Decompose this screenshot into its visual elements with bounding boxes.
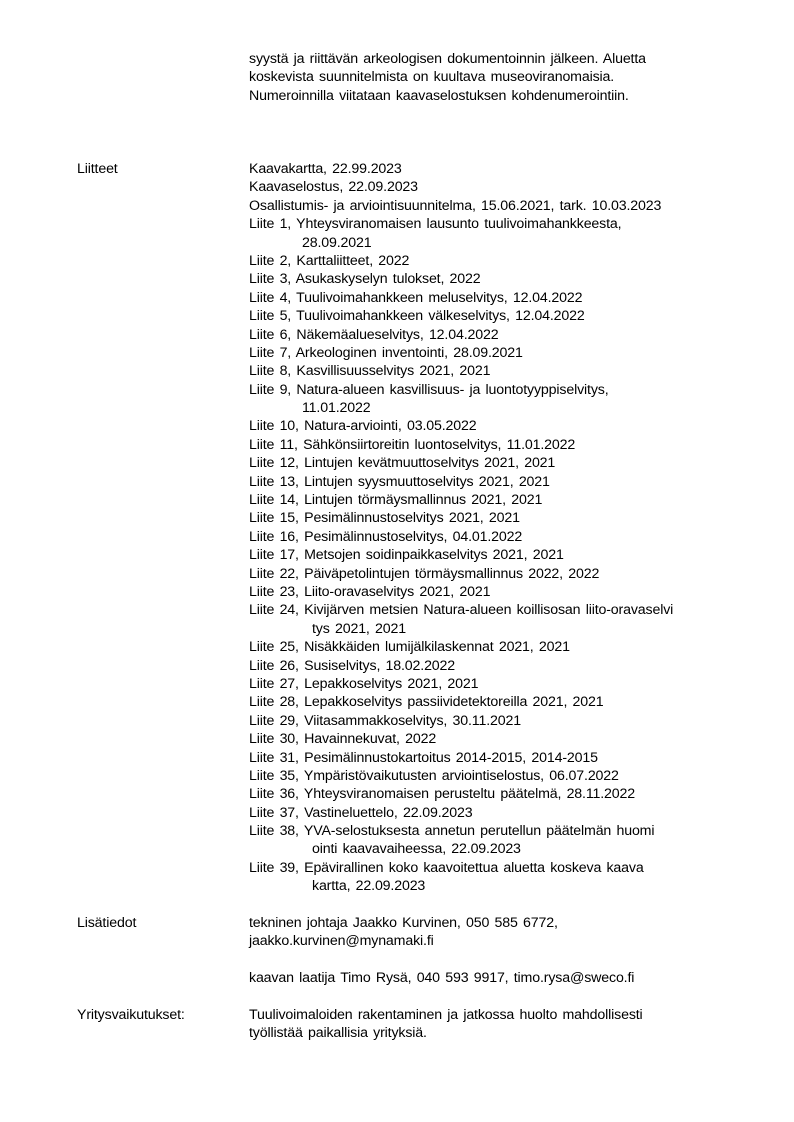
attachment-item: Liite 36, Yhteysviranomaisen perusteltu päätelmä, 28.11.2022 [249, 786, 636, 803]
attachment-item: Liite 4, Tuulivoimahankkeen meluselvitys, 12.04.2022 [249, 289, 583, 306]
attachment-item: Liite 38, YVA-selostuksesta annetun perutellun päätelmän huomi [249, 823, 655, 840]
attachment-item-continuation: kartta, 22.09.2023 [312, 878, 426, 895]
business-impacts-line: työllistää paikallisia yrityksiä. [249, 1025, 427, 1042]
attachment-item: Liite 16, Pesimälinnustoselvitys, 04.01.2022 [249, 528, 523, 545]
business-impacts [249, 1006, 643, 1043]
attachment-item: Liite 27, Lepakkoselvitys 2021, 2021 [249, 675, 479, 692]
attachment-item: Kaavaselostus, 22.09.2023 [249, 179, 418, 196]
attachment-item: Kaavakartta, 22.99.2023 [249, 161, 402, 177]
intro-line: koskevista suunnitelmista on kuultava museoviranomaisia. [249, 69, 615, 86]
attachment-item: Liite 35, Ympäristövaikutusten arviointiselostus, 06.07.2022 [249, 767, 619, 784]
intro-paragraph [249, 50, 646, 105]
attachment-item: Liite 24, Kivijärven metsien Natura-alueen koillisosan liito-oravaselvi [249, 602, 674, 619]
attachment-item: Liite 37, Vastineluettelo, 22.09.2023 [249, 804, 473, 821]
intro-line: syystä ja riittävän arkeologisen dokumentoinnin jälkeen. Aluetta [249, 51, 646, 67]
attachment-item: Liite 28, Lepakkoselvitys passiividetektoreilla 2021, 2021 [249, 694, 604, 711]
contact-technical-director: tekninen johtaja Jaakko Kurvinen, 050 585 6772, [249, 915, 558, 931]
attachment-item: Liite 25, Nisäkkäiden lumijälkilaskennat 2021, 2021 [249, 639, 570, 656]
attachment-item: Liite 30, Havainnekuvat, 2022 [249, 731, 437, 748]
intro-line: Numeroinnilla viitataan kaavaselostuksen kohdenumerointiin. [249, 87, 629, 104]
attachment-item: Liite 1, Yhteysviranomaisen lausunto tuulivoimahankkeesta, [249, 216, 622, 233]
attachment-item: Liite 12, Lintujen kevätmuuttoselvitys 2021, 2021 [249, 455, 556, 472]
attachment-item: Liite 23, Liito-oravaselvitys 2021, 2021 [249, 583, 491, 600]
attachment-item: Liite 31, Pesimälinnustokartoitus 2014-2015, 2014-2015 [249, 749, 598, 766]
yritysvaikutukset-label: Yritysvaikutukset: [77, 1007, 185, 1023]
attachment-item-continuation: 11.01.2022 [302, 400, 371, 417]
attachment-item: Liite 2, Karttaliitteet, 2022 [249, 252, 410, 269]
attachment-item: Liite 9, Natura-alueen kasvillisuus- ja luontotyyppiselvitys, [249, 381, 609, 398]
attachment-item: Liite 17, Metsojen soidinpaikkaselvitys 2021, 2021 [249, 547, 564, 564]
attachment-item: Liite 5, Tuulivoimahankkeen välkeselvitys, 12.04.2022 [249, 308, 585, 325]
attachments-list [249, 160, 673, 896]
attachment-item: Liite 29, Viitasammakkoselvitys, 30.11.2021 [249, 712, 521, 729]
attachment-item-continuation: ointi kaavavaiheessa, 22.09.2023 [312, 841, 521, 858]
attachment-item: Liite 15, Pesimälinnustoselvitys 2021, 2021 [249, 510, 520, 527]
contact-technical-director-email: jaakko.kurvinen@mynamaki.fi [249, 933, 434, 950]
attachment-item: Liite 10, Natura-arviointi, 03.05.2022 [249, 418, 477, 435]
attachment-item: Osallistumis- ja arviointisuunnitelma, 15.06.2021, tark. 10.03.2023 [249, 197, 662, 214]
liitteet-label: Liitteet [77, 161, 118, 177]
attachment-item: Liite 39, Epävirallinen koko kaavoitettua aluetta koskeva kaava [249, 859, 644, 876]
attachment-item: Liite 6, Näkemäalueselvitys, 12.04.2022 [249, 326, 499, 343]
attachment-item: Liite 7, Arkeologinen inventointi, 28.09.2021 [249, 344, 523, 361]
attachment-item: Liite 22, Päiväpetolintujen törmäysmallinnus 2022, 2022 [249, 565, 600, 582]
contact-info [249, 914, 634, 988]
contact-planner: kaavan laatija Timo Rysä, 040 593 9917, timo.rysa@sweco.fi [249, 970, 635, 987]
attachment-item: Liite 8, Kasvillisuusselvitys 2021, 2021 [249, 363, 491, 380]
attachment-item: Liite 11, Sähkönsiirtoreitin luontoselvitys, 11.01.2022 [249, 436, 576, 453]
attachment-item: Liite 14, Lintujen törmäysmallinnus 2021, 2021 [249, 492, 543, 509]
business-impacts-line: Tuulivoimaloiden rakentaminen ja jatkossa huolto mahdollisesti [249, 1007, 643, 1023]
attachment-item: Liite 3, Asukaskyselyn tulokset, 2022 [249, 271, 481, 288]
attachment-item: Liite 13, Lintujen syysmuuttoselvitys 2021, 2021 [249, 473, 550, 490]
attachment-item-continuation: tys 2021, 2021 [312, 620, 406, 637]
attachment-item-continuation: 28.09.2021 [302, 234, 372, 251]
attachment-item: Liite 26, Susiselvitys, 18.02.2022 [249, 657, 456, 674]
spacer [249, 951, 634, 969]
lisatiedot-label: Lisätiedot [77, 915, 137, 931]
